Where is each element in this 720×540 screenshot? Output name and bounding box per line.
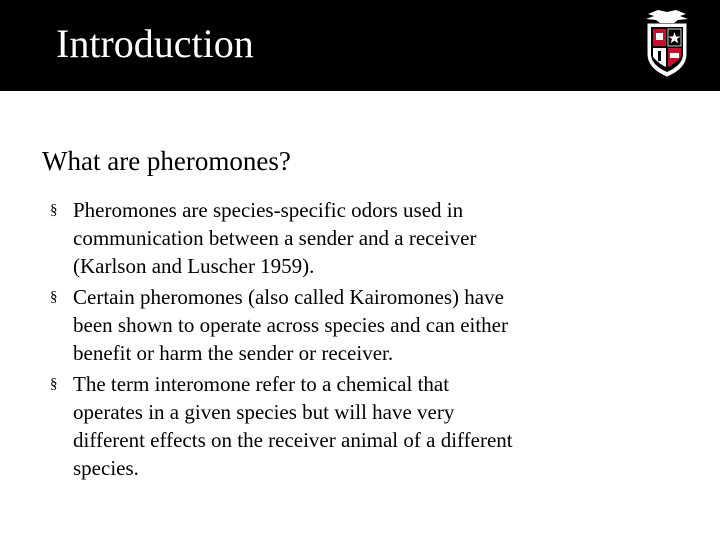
bullet-marker-icon: §: [50, 202, 58, 218]
bullet-text: Pheromones are species-specific odors used in communication between a sender and a receiver (Karlson and Luscher 1959).: [73, 198, 477, 278]
bullet-text: The term interomone refer to a chemical that operates in a given species but will have very different effects on the receiver animal of a different species.: [73, 372, 513, 480]
bullet-item: [48, 196, 518, 280]
bullet-marker-icon: §: [50, 289, 58, 305]
bullet-text: Certain pheromones (also called Kairomones) have been shown to operate across species and can either benefit or harm the sender or receiver.: [73, 285, 508, 365]
university-crest-icon: [640, 8, 694, 78]
bullet-list: [48, 196, 518, 485]
title-bar: [0, 0, 720, 91]
bullet-item: [48, 283, 518, 367]
slide-subtitle: What are pheromones?: [42, 146, 291, 176]
bullet-item: [48, 370, 518, 482]
bullet-marker-icon: §: [50, 376, 58, 392]
slide-title: Introduction: [56, 21, 254, 66]
